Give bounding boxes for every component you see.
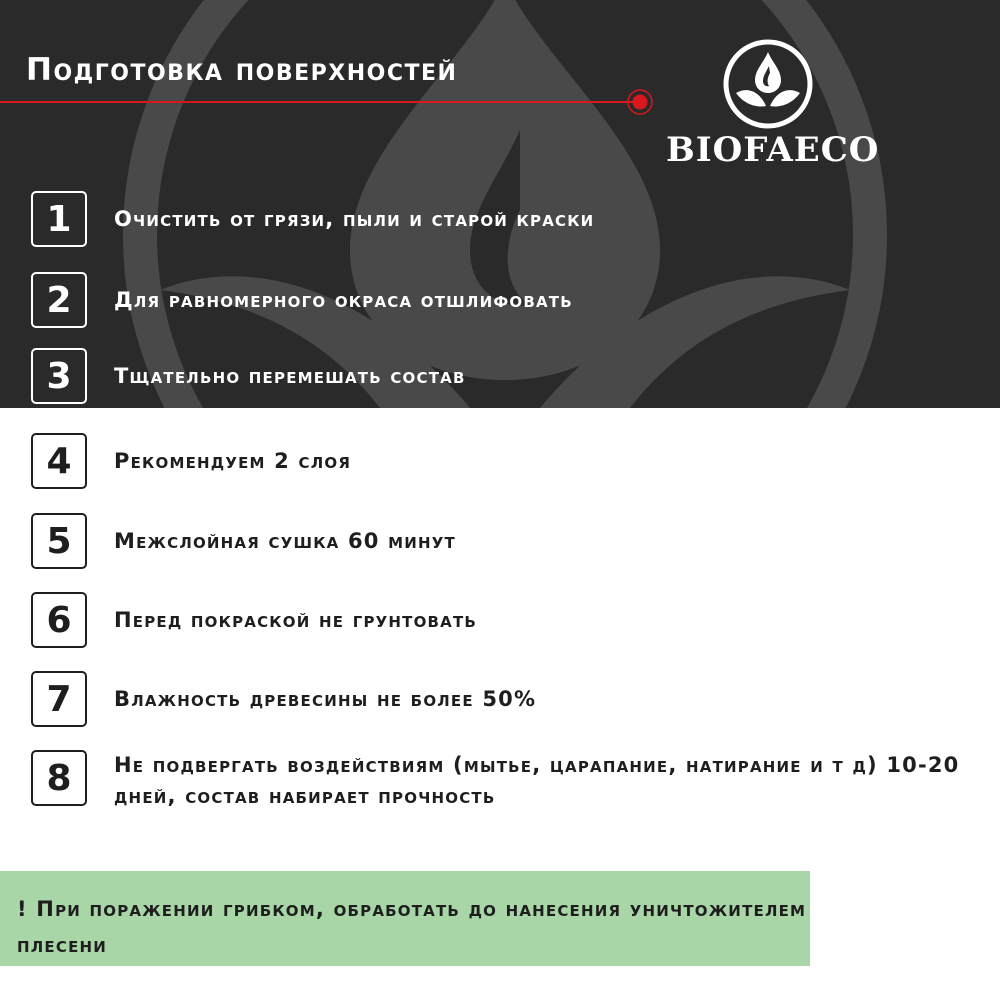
step-item-2 xyxy=(31,272,981,334)
step-text: Тщательно перемешать состав xyxy=(114,364,466,388)
step-number-box: 3 xyxy=(31,348,87,404)
notice-text: ! При поражении грибком, обработать до нанесения уничтожителем плесени xyxy=(17,897,807,957)
step-text: Рекомендуем 2 слоя xyxy=(114,449,352,473)
page-title: Подготовка поверхностей xyxy=(26,52,458,88)
leaf-drop-logo-icon xyxy=(722,38,814,130)
step-number-box: 6 xyxy=(31,592,87,648)
title-underline xyxy=(0,101,640,103)
step-text: Для равномерного окраса отшлифовать xyxy=(114,288,573,312)
step-item-3 xyxy=(31,348,981,410)
step-number-box: 7 xyxy=(31,671,87,727)
step-number-box: 2 xyxy=(31,272,87,328)
step-text: Перед покраской не грунтовать xyxy=(114,608,478,632)
step-item-4 xyxy=(31,433,981,495)
step-text: Очистить от грязи, пыли и старой краски xyxy=(114,207,595,231)
step-item-5 xyxy=(31,513,981,575)
step-number-box: 1 xyxy=(31,191,87,247)
step-number-box: 5 xyxy=(31,513,87,569)
step-item-6 xyxy=(31,592,981,654)
step-number-box: 8 xyxy=(31,750,87,806)
step-item-7 xyxy=(31,671,981,733)
step-item-8 xyxy=(31,750,981,812)
step-text: Влажность древесины не более 50% xyxy=(114,687,537,711)
step-number-box: 4 xyxy=(31,433,87,489)
step-text: Не подвергать воздействиям (мытье, царапание, натирание и т д) 10-20 дней, состав набирает прочность xyxy=(114,753,960,808)
brand-name: BIOFAECO xyxy=(666,130,880,170)
step-text: Межслойная сушка 60 минут xyxy=(114,529,456,553)
red-dot-icon xyxy=(626,88,654,116)
step-item-1 xyxy=(31,191,981,253)
fungus-warning-notice xyxy=(0,871,810,966)
